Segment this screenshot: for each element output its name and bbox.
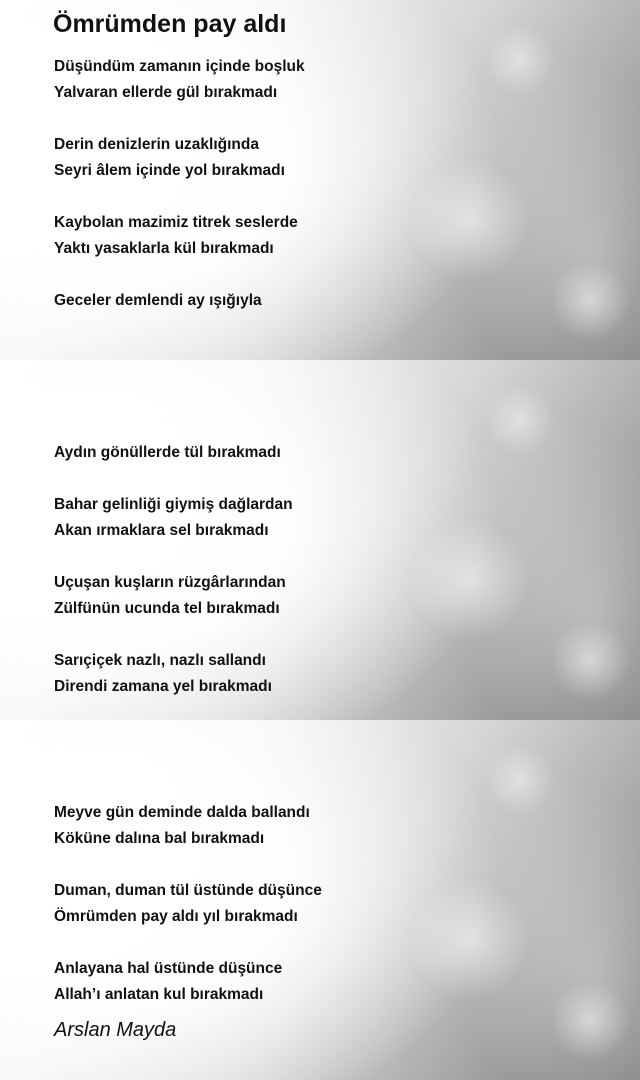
stanza-gap [54, 262, 305, 288]
poem-line: Yalvaran ellerde gül bırakmadı [54, 84, 278, 101]
stanza-gap [54, 184, 305, 210]
stanza-gap [54, 544, 293, 570]
poem-line: Sarıçiçek nazlı, nazlı sallandı [54, 652, 266, 669]
stanza-list [54, 414, 293, 700]
poem-panel-3 [0, 720, 640, 1080]
stanza-gap [54, 622, 293, 648]
poem-line: Uçuşan kuşların rüzgârlarından [54, 574, 286, 591]
stanza-gap [54, 466, 293, 492]
stanza-list [54, 800, 322, 1008]
poem-line [54, 414, 293, 440]
stanza-gap [54, 106, 305, 132]
poem-line: Kaybolan mazimiz titrek seslerde [54, 214, 298, 231]
poem-line: Yaktı yasaklarla kül bırakmadı [54, 240, 274, 257]
poem-title: Ömrümden pay aldı [53, 10, 287, 38]
poem-line: Seyri âlem içinde yol bırakmadı [54, 162, 285, 179]
poem-line: Bahar gelinliği giymiş dağlardan [54, 496, 293, 513]
poem-line: Geceler demlendi ay ışığıyla [54, 292, 262, 309]
poem-panel-2 [0, 360, 640, 720]
stanza-list [54, 54, 305, 314]
poem-line: Duman, duman tül üstünde düşünce [54, 882, 322, 899]
poem-line: Düşündüm zamanın içinde boşluk [54, 58, 305, 75]
poem-line: Akan ırmaklara sel bırakmadı [54, 522, 269, 539]
stanza-gap [54, 852, 322, 878]
poem-line: Derin denizlerin uzaklığında [54, 136, 259, 153]
poem-line: Meyve gün deminde dalda ballandı [54, 804, 310, 821]
poem-line: Anlayana hal üstünde düşünce [54, 960, 283, 977]
stanza-gap [54, 930, 322, 956]
poem-line: Direndi zamana yel bırakmadı [54, 678, 272, 695]
poem-line: Aydın gönüllerde tül bırakmadı [54, 444, 281, 461]
poem-line: Ömrümden pay aldı yıl bırakmadı [54, 908, 298, 925]
author-name: Arslan Mayda [54, 1019, 177, 1041]
poem-line: Köküne dalına bal bırakmadı [54, 830, 265, 847]
poem-line: Zülfünün ucunda tel bırakmadı [54, 600, 280, 617]
poem-panel-1 [0, 0, 640, 360]
poem-line: Allah’ı anlatan kul bırakmadı [54, 986, 264, 1003]
